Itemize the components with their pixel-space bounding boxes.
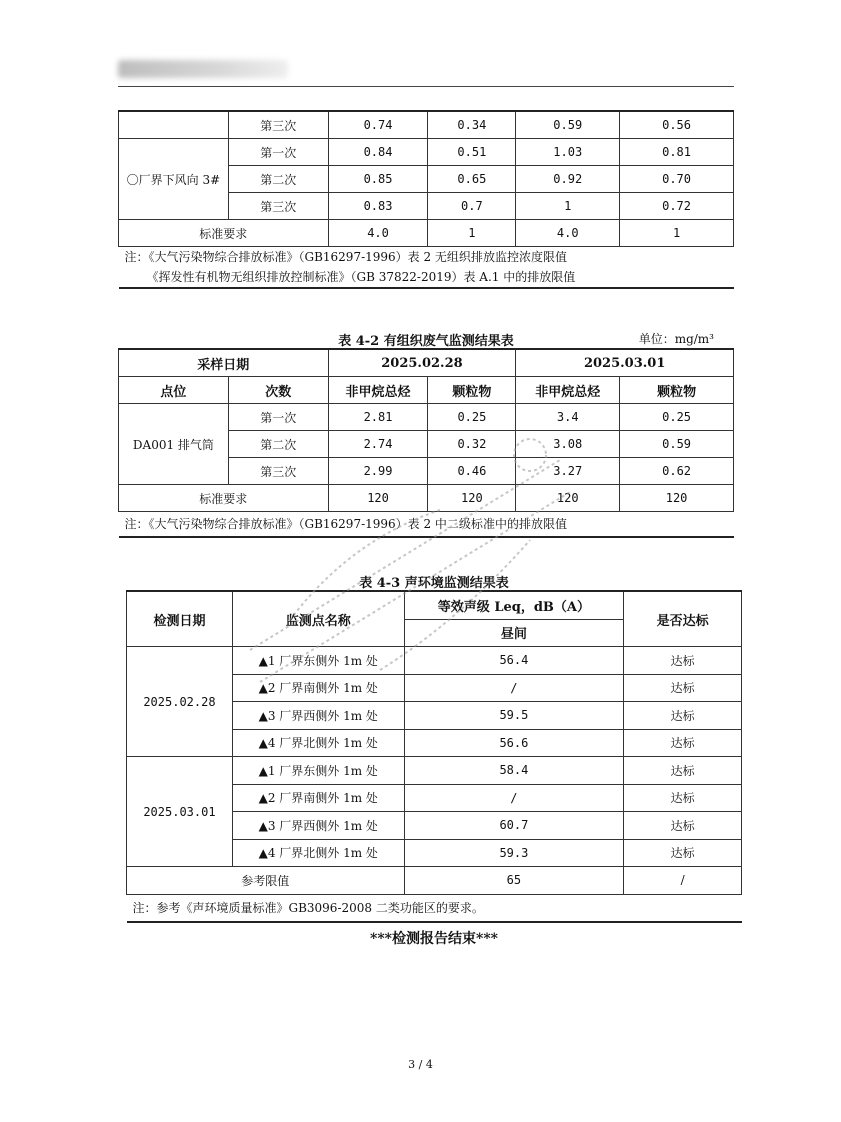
note-line-1: 注：《大气污染物综合排放标准》（GB16297-1996）表 2 无组织排放监控浓度限值 xyxy=(124,250,567,264)
header-rule xyxy=(118,86,734,87)
leq-header: 等效声级 Leq，dB（A） xyxy=(404,591,624,619)
pass-cell: 达标 xyxy=(624,757,742,785)
pass-header: 是否达标 xyxy=(624,591,742,647)
times-cell: 第三次 xyxy=(228,458,328,485)
standard-label: 标准要求 xyxy=(119,220,329,247)
point-name-cell: ▲1 厂界东侧外 1m 处 xyxy=(232,647,404,675)
value-cell: 0.56 xyxy=(620,111,734,139)
value-cell: 2.74 xyxy=(328,431,428,458)
fugitive-emission-table xyxy=(118,110,734,289)
header-row xyxy=(119,377,734,404)
value-cell: / xyxy=(404,674,624,702)
value-cell: 0.81 xyxy=(620,139,734,166)
standard-row xyxy=(119,485,734,512)
blurred-header-text xyxy=(118,60,288,78)
header-row xyxy=(119,349,734,377)
reference-value: 65 xyxy=(404,867,624,895)
table-note: 注：《大气污染物综合排放标准》（GB16297-1996）表 2 中二级标准中的排放限值 xyxy=(119,512,734,538)
standard-value: 4.0 xyxy=(516,220,620,247)
standard-value: 1 xyxy=(620,220,734,247)
point-name-cell: ▲2 厂界南侧外 1m 处 xyxy=(232,784,404,812)
value-cell: 0.25 xyxy=(428,404,516,431)
standard-value: 4.0 xyxy=(328,220,428,247)
nmhc-header: 非甲烷总烃 xyxy=(328,377,428,404)
point-name-cell: ▲3 厂界西侧外 1m 处 xyxy=(232,702,404,730)
value-cell: / xyxy=(404,784,624,812)
times-cell: 第三次 xyxy=(228,111,328,139)
table-row xyxy=(127,647,742,675)
page-number: 3 / 4 xyxy=(408,1058,433,1071)
point-name-cell: ▲4 厂界北侧外 1m 处 xyxy=(232,839,404,867)
value-cell: 3.4 xyxy=(516,404,620,431)
header-row xyxy=(127,591,742,619)
point-name-cell: ▲2 厂界南侧外 1m 处 xyxy=(232,674,404,702)
table-row xyxy=(127,757,742,785)
value-cell: 60.7 xyxy=(404,812,624,840)
value-cell: 0.92 xyxy=(516,166,620,193)
pass-cell: 达标 xyxy=(624,812,742,840)
point-cell: 〇厂界下风向 3# xyxy=(119,139,229,220)
standard-value: 120 xyxy=(428,485,516,512)
table-note: 注：参考《声环境质量标准》GB3096-2008 二类功能区的要求。 xyxy=(127,894,742,922)
note-row xyxy=(119,247,734,289)
pass-cell: 达标 xyxy=(624,702,742,730)
note-row xyxy=(119,512,734,538)
table2-unit: 单位：mg/m³ xyxy=(638,332,714,346)
standard-value: 1 xyxy=(428,220,516,247)
value-cell: 0.51 xyxy=(428,139,516,166)
particles-header: 颗粒物 xyxy=(428,377,516,404)
nmhc-header: 非甲烷总烃 xyxy=(516,377,620,404)
standard-label: 标准要求 xyxy=(119,485,329,512)
table2-title: 表 4-2 有组织废气监测结果表 xyxy=(338,334,514,349)
value-cell: 0.83 xyxy=(328,193,428,220)
organized-emission-table xyxy=(118,348,734,538)
date-header: 检测日期 xyxy=(127,591,233,647)
value-cell: 3.27 xyxy=(516,458,620,485)
point-name-cell: ▲1 厂界东侧外 1m 处 xyxy=(232,757,404,785)
value-cell: 2.99 xyxy=(328,458,428,485)
times-header: 次数 xyxy=(228,377,328,404)
date-header: 2025.02.28 xyxy=(328,349,516,377)
point-name-cell: ▲3 厂界西侧外 1m 处 xyxy=(232,812,404,840)
value-cell: 0.59 xyxy=(516,111,620,139)
times-cell: 第一次 xyxy=(228,139,328,166)
pass-cell: 达标 xyxy=(624,647,742,675)
times-cell: 第一次 xyxy=(228,404,328,431)
times-cell: 第二次 xyxy=(228,166,328,193)
standard-row xyxy=(119,220,734,247)
value-cell: 1.03 xyxy=(516,139,620,166)
value-cell: 0.84 xyxy=(328,139,428,166)
times-cell: 第二次 xyxy=(228,431,328,458)
reference-pass: / xyxy=(624,867,742,895)
value-cell: 0.32 xyxy=(428,431,516,458)
table3-title: 表 4-3 声环境监测结果表 xyxy=(359,576,509,591)
value-cell: 0.70 xyxy=(620,166,734,193)
point-header: 点位 xyxy=(119,377,229,404)
point-cell xyxy=(119,111,229,139)
table-row xyxy=(119,139,734,166)
particles-header: 颗粒物 xyxy=(620,377,734,404)
value-cell: 1 xyxy=(516,193,620,220)
reference-row xyxy=(127,867,742,895)
times-cell: 第三次 xyxy=(228,193,328,220)
value-cell: 56.6 xyxy=(404,729,624,757)
value-cell: 0.34 xyxy=(428,111,516,139)
value-cell: 0.46 xyxy=(428,458,516,485)
value-cell: 0.59 xyxy=(620,431,734,458)
standard-value: 120 xyxy=(620,485,734,512)
pass-cell: 达标 xyxy=(624,729,742,757)
report-end-text: ***检测报告结束*** xyxy=(370,931,498,947)
value-cell: 0.85 xyxy=(328,166,428,193)
noise-monitoring-table xyxy=(126,590,742,923)
value-cell: 56.4 xyxy=(404,647,624,675)
value-cell: 58.4 xyxy=(404,757,624,785)
table-note xyxy=(119,247,734,289)
reference-label: 参考限值 xyxy=(127,867,405,895)
date-cell: 2025.03.01 xyxy=(127,757,233,867)
point-name-header: 监测点名称 xyxy=(232,591,404,647)
value-cell: 0.7 xyxy=(428,193,516,220)
value-cell: 0.65 xyxy=(428,166,516,193)
note-line-2: 《挥发性有机物无组织排放控制标准》（GB 37822-2019）表 A.1 中的排放限值 xyxy=(146,270,576,284)
pass-cell: 达标 xyxy=(624,839,742,867)
daytime-header: 昼间 xyxy=(404,619,624,647)
point-cell: DA001 排气筒 xyxy=(119,404,229,485)
date-cell: 2025.02.28 xyxy=(127,647,233,757)
sampling-date-header: 采样日期 xyxy=(119,349,329,377)
pass-cell: 达标 xyxy=(624,674,742,702)
value-cell: 0.72 xyxy=(620,193,734,220)
standard-value: 120 xyxy=(328,485,428,512)
note-row xyxy=(127,894,742,922)
table-row xyxy=(119,111,734,139)
table-row xyxy=(119,404,734,431)
value-cell: 59.3 xyxy=(404,839,624,867)
value-cell: 2.81 xyxy=(328,404,428,431)
point-name-cell: ▲4 厂界北侧外 1m 处 xyxy=(232,729,404,757)
pass-cell: 达标 xyxy=(624,784,742,812)
table2-caption xyxy=(118,330,734,348)
standard-value: 120 xyxy=(516,485,620,512)
value-cell: 0.25 xyxy=(620,404,734,431)
value-cell: 0.74 xyxy=(328,111,428,139)
value-cell: 3.08 xyxy=(516,431,620,458)
value-cell: 59.5 xyxy=(404,702,624,730)
date-header: 2025.03.01 xyxy=(516,349,734,377)
value-cell: 0.62 xyxy=(620,458,734,485)
